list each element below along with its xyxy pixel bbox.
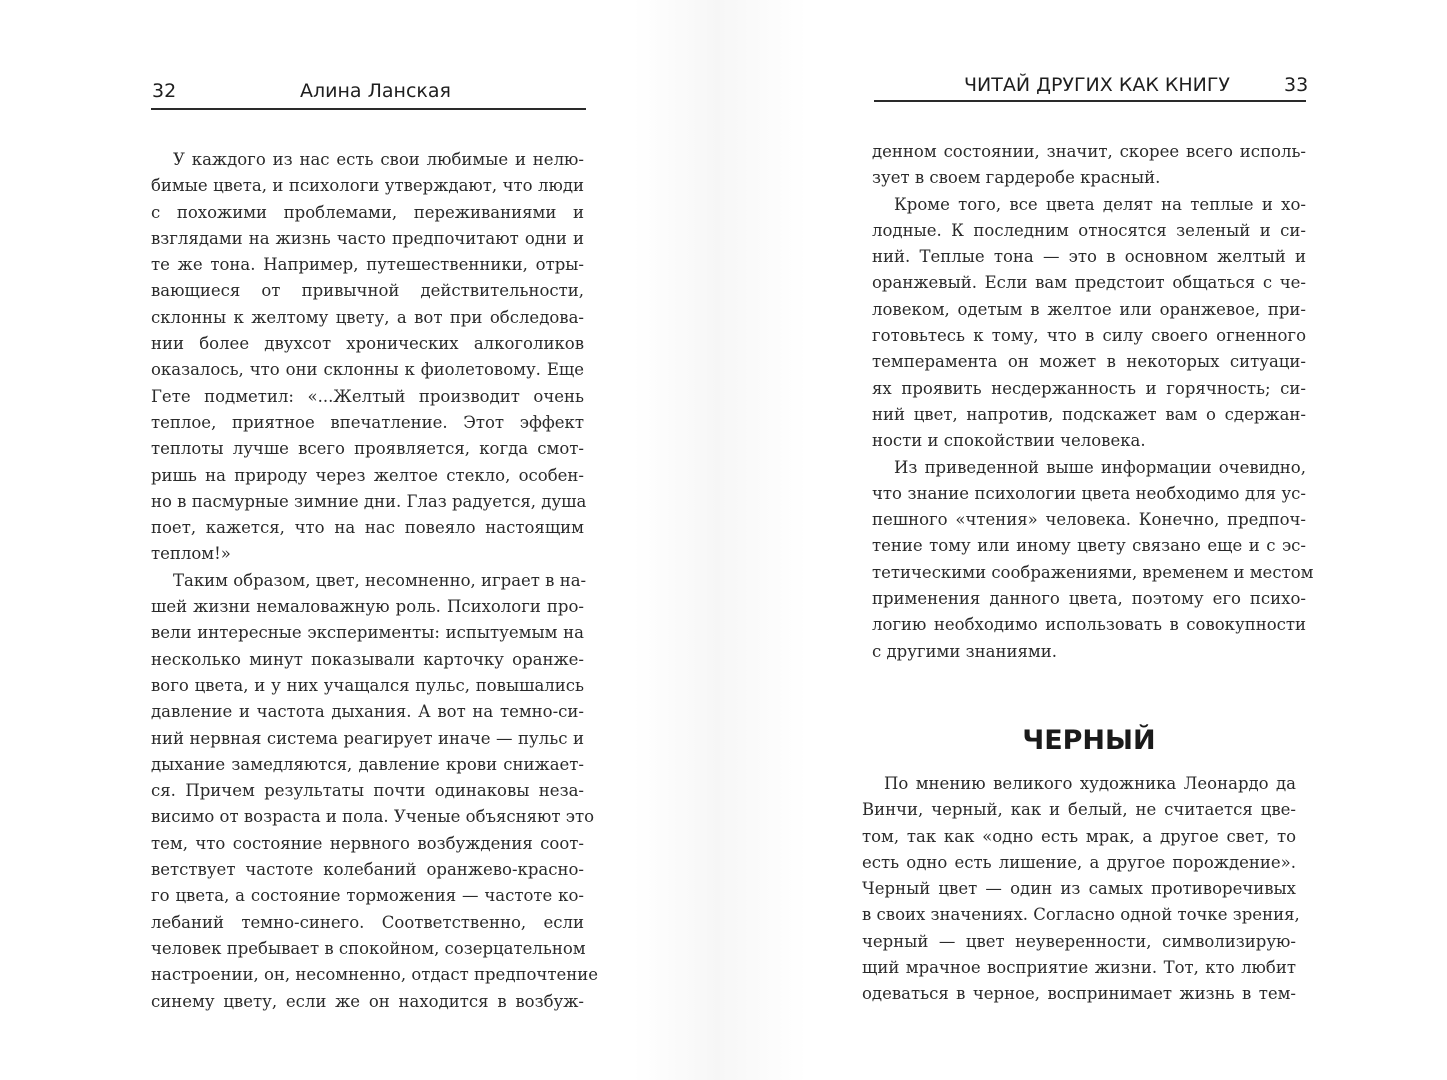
left-page [0, 0, 720, 1080]
text-line: логию необходимо использовать в совокупности [872, 615, 1306, 635]
text-line: денном состоянии, значит, скорее всего исполь- [872, 142, 1306, 161]
left-page-body [151, 147, 598, 1015]
text-line: ришь на природу через желтое стекло, особен- [151, 465, 584, 485]
text-line: шей жизни немаловажную роль. Психологи про- [151, 597, 584, 617]
section-heading: ЧЕРНЫЙ [1022, 725, 1156, 756]
text-line: висимо от возраста и пола. Ученые объясняют это [151, 807, 595, 827]
text-line: дыхание замедляются, давление крови снижает- [151, 754, 584, 774]
text-line: применения данного цвета, поэтому его психо- [872, 589, 1306, 609]
left-page-number: 32 [152, 80, 177, 102]
text-line: зует в своем гардеробе красный. [872, 168, 1161, 188]
text-line: черный — цвет неуверенности, символизирую- [862, 931, 1296, 951]
text-line: ности и спокойствии человека. [872, 431, 1146, 451]
text-line: щий мрачное восприятие жизни. Тот, кто любит [862, 958, 1296, 978]
text-line: Из приведенной выше информации очевидно, [894, 457, 1306, 477]
text-line: Гете подметил: «...Желтый производит очень [151, 386, 584, 406]
text-line: оказалось, что они склонны к фиолетовому. Еще [151, 360, 584, 380]
text-line: ний. Теплые тона — это в основном желтый и [872, 247, 1306, 267]
text-line: Кроме того, все цвета делят на теплые и хо- [894, 194, 1306, 214]
text-line: настроении, он, несомненно, отдаст предпочтение [151, 965, 598, 985]
text-line: вающиеся от привычной действительности, [151, 281, 584, 301]
text-line: тем, что состояние нервного возбуждения соот- [151, 833, 584, 853]
text-line: По мнению великого художника Леонардо да [884, 774, 1296, 793]
left-running-head: Алина Ланская [300, 80, 451, 102]
text-line: в своих значениях. Согласно одной точке зрения, [862, 905, 1300, 925]
right-page-number: 33 [1284, 74, 1309, 96]
text-line: одеваться в черное, воспринимает жизнь в тем- [862, 984, 1296, 1004]
text-line: ветствует частоте колебаний оранжево-красно- [151, 860, 584, 880]
text-line: взглядами на жизнь часто предпочитают одни и [151, 228, 584, 248]
text-line: есть одно есть лишение, а другое порождение». [862, 852, 1296, 872]
text-line: ловеком, одетым в желтое или оранжевое, при- [872, 299, 1306, 319]
right-running-head: ЧИТАЙ ДРУГИХ КАК КНИГУ [964, 74, 1230, 96]
text-line: ний цвет, напротив, подскажет вам о сдержан- [872, 404, 1306, 424]
text-line: нии более двухсот хронических алкоголиков [151, 334, 584, 354]
text-line: с похожими проблемами, переживаниями и [151, 202, 584, 222]
text-line: ях проявить несдержанность и горячность; си- [872, 378, 1306, 398]
text-line: теплое, приятное впечатление. Этот эффект [151, 412, 584, 432]
right-page-body-top [872, 139, 1314, 665]
text-line: ся. Причем результаты почти одинаковы неза- [151, 781, 584, 801]
text-line: пешного «чтения» человека. Конечно, предпоч- [872, 510, 1306, 530]
text-line: вели интересные эксперименты: испытуемым на [151, 623, 584, 643]
right-header-rule [874, 100, 1306, 102]
text-line: лодные. К последним относятся зеленый и си- [872, 220, 1306, 240]
right-page [720, 0, 1447, 1080]
text-line: го цвета, а состояние торможения — частоте ко- [151, 886, 584, 906]
text-line: теплоты лучше всего проявляется, когда смот- [151, 439, 584, 459]
text-line: Винчи, черный, как и белый, не считается цве- [862, 800, 1296, 820]
text-line: У каждого из нас есть свои любимые и нелю- [173, 150, 584, 169]
text-line: Таким образом, цвет, несомненно, играет в на- [173, 570, 587, 590]
text-line: с другими знаниями. [872, 641, 1057, 661]
text-line: Черный цвет — один из самых противоречивых [862, 879, 1296, 899]
text-line: готовьтесь к тому, что в силу своего огненного [872, 326, 1306, 346]
text-line: человек пребывает в спокойном, созерцательном [151, 938, 586, 958]
text-line: теплом!» [151, 544, 231, 564]
text-line: лебаний темно-синего. Соответственно, если [151, 912, 584, 932]
text-line: синему цвету, если же он находится в возбуж- [151, 991, 584, 1011]
text-line: давление и частота дыхания. А вот на темно-си- [151, 702, 584, 722]
text-line: несколько минут показывали карточку оранже- [151, 649, 584, 669]
text-line: вого цвета, и у них учащался пульс, повышались [151, 675, 584, 695]
right-page-body-bottom [862, 771, 1300, 1008]
text-line: ний нервная система реагирует иначе — пульс и [151, 728, 584, 748]
text-line: склонны к желтому цвету, а вот при обследова- [151, 307, 584, 327]
text-line: тетическими соображениями, временем и местом [872, 562, 1314, 582]
text-line: поет, кажется, что на нас повеяло настоящим [151, 518, 584, 538]
text-line: том, так как «одно есть мрак, а другое свет, то [862, 826, 1296, 846]
text-line: тение тому или иному цвету связано еще и с эс- [872, 536, 1306, 556]
text-line: темперамента он может в некоторых ситуаци- [872, 352, 1306, 372]
text-line: оранжевый. Если вам предстоит общаться с че- [872, 273, 1306, 293]
text-line: те же тона. Например, путешественники, отры- [151, 255, 584, 275]
left-header-rule [151, 108, 586, 110]
text-line: бимые цвета, и психологи утверждают, что люди [151, 176, 584, 196]
text-line: что знание психологии цвета необходимо для ус- [872, 483, 1306, 503]
text-line: но в пасмурные зимние дни. Глаз радуется, душа [151, 491, 587, 511]
